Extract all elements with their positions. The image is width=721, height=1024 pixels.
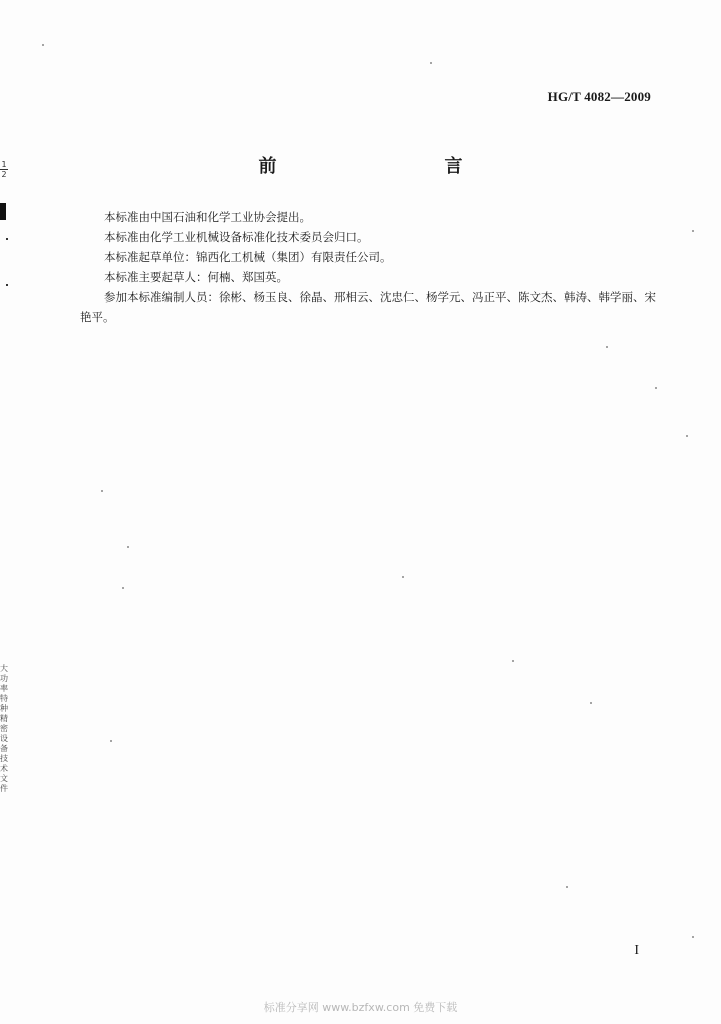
paragraph-main-drafters: 本标准主要起草人：何楠、郑国英。: [104, 270, 288, 284]
edge-fraction-bottom: 2: [1, 170, 7, 179]
scan-speck: [101, 490, 103, 492]
scan-speck: [692, 936, 694, 938]
paragraph-centralized-by: 本标准由化学工业机械设备标准化技术委员会归口。: [104, 230, 369, 244]
scan-speck: [686, 435, 688, 437]
edge-fraction-top: 1: [1, 160, 7, 169]
scan-speck: [430, 62, 432, 64]
scan-speck: [122, 587, 124, 589]
scan-speck: [42, 44, 44, 46]
scan-speck: [606, 346, 608, 348]
edge-scan-vertical-text: 大功率特种精密设备技术文件: [0, 664, 8, 793]
paragraph-drafting-unit: 本标准起草单位：锦西化工机械（集团）有限责任公司。: [104, 250, 392, 264]
page-number: I: [634, 943, 639, 958]
scan-speck: [402, 576, 404, 578]
page-title: 前 言: [258, 156, 507, 177]
scan-speck: [512, 660, 514, 662]
scan-speck: [127, 546, 129, 548]
edge-scan-dot: [6, 238, 8, 240]
scan-speck: [655, 387, 657, 389]
standard-number: HG/T 4082—2009: [547, 89, 651, 104]
scan-speck: [590, 702, 592, 704]
foreword-body: [80, 207, 656, 327]
watermark: 标准分享网 www.bzfxw.com 免费下载: [263, 1001, 458, 1014]
scan-speck: [692, 230, 694, 232]
scan-speck: [110, 740, 112, 742]
edge-scan-block: [0, 203, 6, 220]
paragraph-participants: 参加本标准编制人员：徐彬、杨玉良、徐晶、邢相云、沈忠仁、杨学元、冯正平、陈文杰、韩涛、韩学丽、宋艳平。: [80, 290, 656, 324]
paragraph-proposer: 本标准由中国石油和化学工业协会提出。: [104, 210, 311, 224]
edge-scan-dot: [6, 284, 8, 286]
scan-speck: [566, 886, 568, 888]
